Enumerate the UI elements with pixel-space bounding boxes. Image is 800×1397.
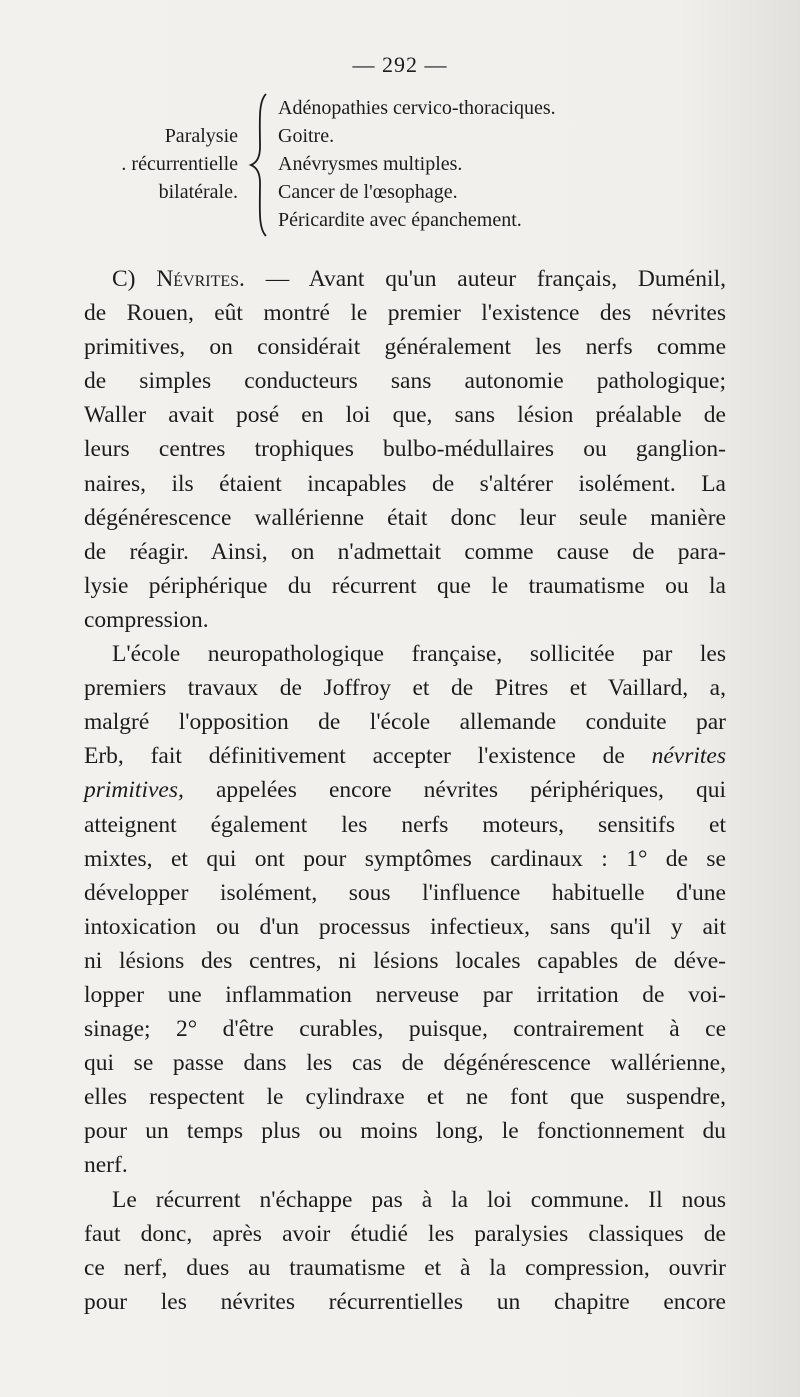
text-line: primitives, on considérait généralement les nerfs comme [84, 334, 726, 361]
table-label-line: Paralysie [164, 125, 238, 147]
curly-brace-icon [248, 92, 272, 238]
text-line: lopper une inflammation nerveuse par irritation de voi- [84, 981, 726, 1008]
text-line: mixtes, et qui ont pour symptômes cardinaux : 1° de se [84, 845, 726, 872]
text-line: malgré l'opposition de l'école allemande conduite par [84, 709, 726, 736]
text-line: pour les névrites récurrentielles un chapitre encore [84, 1288, 726, 1315]
text-line [84, 773, 726, 807]
cause-item: Cancer de l'œsophage. [278, 181, 458, 203]
text-span: appelées encore névrites périphériques, qui [183, 777, 726, 804]
text-line: lysie périphérique du récurrent que le traumatisme ou la [84, 572, 726, 599]
section-heading: Névrites. [156, 266, 245, 292]
text-line: faut donc, après avoir étudié les paralysies classiques de [84, 1220, 726, 1247]
text-line: dégénérescence wallérienne était donc leur seule manière [84, 504, 726, 531]
text-line: ce nerf, dues au traumatisme et à la compression, ouvrir [84, 1254, 726, 1281]
cause-item: Anévrysmes multiples. [278, 153, 463, 175]
text-line: de simples conducteurs sans autonomie pathologique; [84, 368, 726, 395]
text-line [84, 262, 726, 296]
text-line: nerf. [84, 1152, 128, 1179]
text-line: Waller avait posé en loi que, sans lésion préalable de [84, 402, 726, 429]
text-line: L'école neuropathologique française, sollicitée par les [112, 641, 726, 668]
text-span: — Avant qu'un auteur français, Duménil, [244, 266, 726, 292]
causes-table [0, 92, 800, 242]
text-line: qui se passe dans les cas de dégénérescence wallérienne, [84, 1050, 726, 1077]
text-line: de Rouen, eût montré le premier l'existence des névrites [84, 300, 726, 327]
text-line [84, 739, 726, 773]
causes-list [278, 94, 556, 234]
table-label-line: bilatérale. [158, 181, 238, 203]
text-line: pour un temps plus ou moins long, le fonctionnement du [84, 1118, 726, 1145]
text-line: Le récurrent n'échappe pas à la loi commune. Il nous [112, 1186, 726, 1213]
text-line: intoxication ou d'un processus infectieux, sans qu'il y ait [84, 913, 726, 940]
text-line: premiers travaux de Joffroy et de Pitres et Vaillard, a, [84, 675, 726, 702]
text-line: leurs centres trophiques bulbo-médullaires ou ganglion- [84, 436, 726, 463]
text-line: compression. [84, 606, 209, 633]
cause-item: Goitre. [278, 125, 335, 147]
table-label [88, 122, 238, 206]
text-line: développer isolément, sous l'influence habituelle d'une [84, 879, 726, 906]
table-label-line: . récurrentielle [121, 153, 238, 175]
italic-term: névrites [651, 743, 726, 770]
text-line: elles respectent le cylindraxe et ne font que suspendre, [84, 1084, 726, 1111]
text-span: Erb, fait définitivement accepter l'existence de [84, 743, 652, 770]
text-line: naires, ils étaient incapables de s'altérer isolément. La [84, 470, 726, 497]
italic-term: primitives, [84, 777, 184, 804]
text-line: sinage; 2° d'être curables, puisque, contrairement à ce [84, 1016, 726, 1043]
cause-item: Adénopathies cervico-thoraciques. [278, 97, 556, 119]
page-number: — 292 — [352, 52, 448, 77]
section-letter: C) [112, 266, 136, 292]
body-text [84, 262, 726, 1319]
text-line: atteignent également les nerfs moteurs, sensitifs et [84, 811, 726, 838]
text-line: de réagir. Ainsi, on n'admettait comme cause de para- [84, 538, 726, 565]
text-line: ni lésions des centres, ni lésions locales capables de déve- [84, 947, 726, 974]
cause-item: Péricardite avec épanchement. [278, 209, 522, 231]
